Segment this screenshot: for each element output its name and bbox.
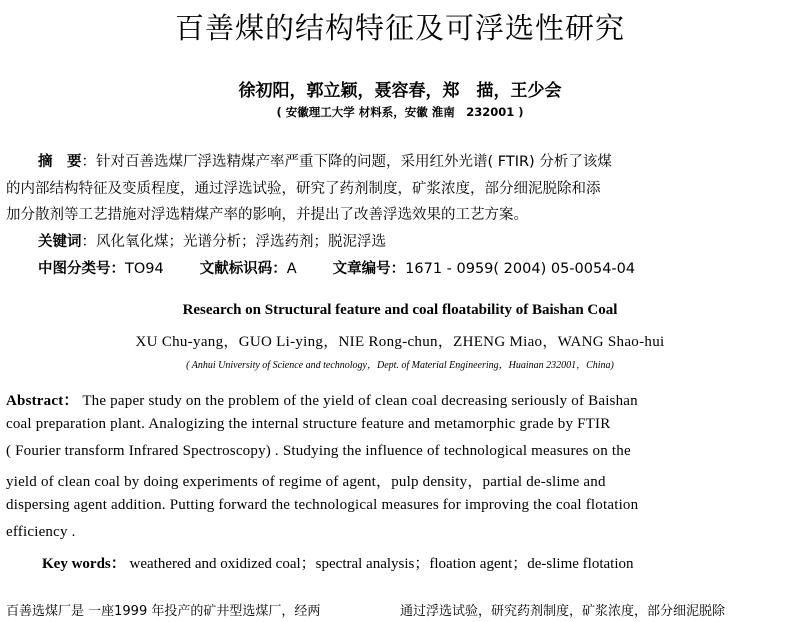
en-abstract-line-1 bbox=[6, 389, 762, 410]
cn-keywords-label: 关键词 bbox=[38, 234, 82, 250]
en-abstract-line-4: yield of clean coal by doing experiments of regime of agent，pulp density，partial de-slime and bbox=[6, 474, 606, 490]
paper-title: 百善煤的结构特征及可浮选性研究 bbox=[174, 11, 625, 45]
en-abstract-line-5: dispersing agent addition. Putting forward the technological measures for improving the coal flotation bbox=[6, 497, 639, 513]
en-abstract-line-3: ( Fourier transform Infrared Spectroscopy) . Studying the influence of technological measures on the bbox=[6, 443, 631, 459]
clc-label: 中图分类号： bbox=[38, 261, 125, 277]
en-keywords-label: Key words： bbox=[42, 556, 126, 572]
en-affiliation: ( Anhui University of Science and technology，Dept. of Material Engineering，Huainan 232001，China) bbox=[186, 360, 614, 371]
affiliation: ( 安徽理工大学 材料系，安徽 淮南 232001 ) bbox=[276, 105, 524, 119]
clc-value: TO94 bbox=[125, 261, 164, 277]
cn-abstract-line-2: 的内部结构特征及变质程度，通过浮选试验，研究了药剂制度，矿浆浓度，部分细泥脱除和添 bbox=[6, 181, 601, 197]
en-abstract-line-2: coal preparation plant. Analogizing the internal structure feature and metamorphic grade by FTIR bbox=[6, 416, 611, 432]
doc-code-label: 文献标识码： bbox=[199, 261, 287, 277]
body-text-left-column: 百善选煤厂是 一座1999 年投产的矿井型选煤厂，经两 bbox=[6, 604, 321, 619]
cn-abstract-text-1: ：针对百善选煤厂浮选精煤产率严重下降的问题，采用红外光谱( FTIR) 分析了该煤 bbox=[81, 154, 612, 170]
classification-line bbox=[38, 257, 635, 278]
cn-keywords bbox=[38, 230, 386, 251]
cn-abstract-label: 摘 要 bbox=[38, 154, 82, 170]
body-text-right-column: 通过浮选试验，研究药剂制度，矿浆浓度，部分细泥脱除 bbox=[400, 604, 726, 619]
cn-keywords-text: ：风化氧化煤；光谱分析；浮选药剂；脱泥浮选 bbox=[81, 234, 386, 250]
article-number-label: 文章编号： bbox=[332, 261, 406, 277]
en-title: Research on Structural feature and coal floatability of Baishan Coal bbox=[182, 302, 618, 318]
authors: 徐初阳，郭立颖，聂容春，郑 描，王少会 bbox=[238, 81, 562, 101]
en-abstract-line-6: efficiency . bbox=[6, 524, 76, 540]
cn-abstract-line-1 bbox=[38, 150, 612, 171]
en-abstract-label: Abstract： bbox=[6, 393, 79, 409]
doc-code-value: A bbox=[286, 261, 297, 277]
en-keywords bbox=[42, 552, 634, 573]
en-authors: XU Chu-yang，GUO Li-ying，NIE Rong-chun，ZHENG Miao，WANG Shao-hui bbox=[135, 334, 665, 350]
article-number-value: 1671 - 0959( 2004) 05-0054-04 bbox=[405, 261, 636, 277]
en-keywords-text: weathered and oxidized coal；spectral analysis；floation agent；de-slime flotation bbox=[129, 556, 634, 572]
cn-abstract-line-3: 加分散剂等工艺措施对浮选精煤产率的影响，并提出了改善浮选效果的工艺方案。 bbox=[6, 207, 528, 223]
en-abstract-text-1: The paper study on the problem of the yield of clean coal decreasing seriously of Baishan bbox=[82, 393, 638, 409]
